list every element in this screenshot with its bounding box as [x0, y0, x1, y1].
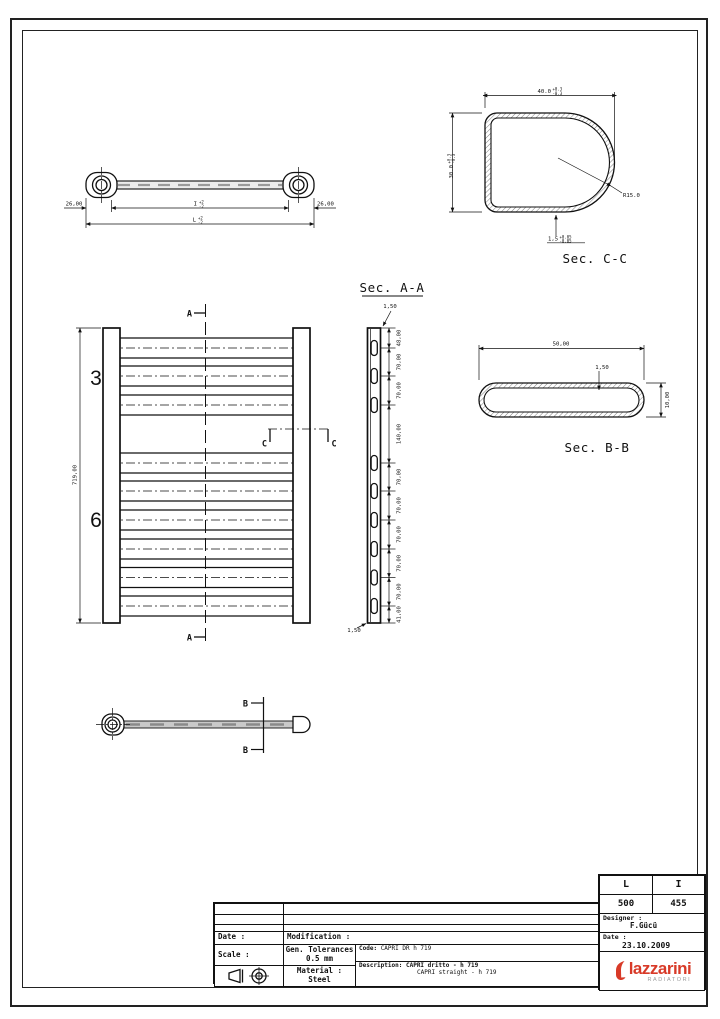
dim-inner-plus: +2 — [199, 199, 204, 205]
material-value: Steel — [308, 975, 331, 984]
description-label: Description: — [359, 962, 403, 969]
projection-symbol-cell — [214, 965, 284, 987]
date-value: 23.10.2009 — [622, 941, 671, 951]
section-a-bottom: A — [186, 633, 192, 644]
bb-height: 10,00 — [665, 391, 671, 409]
date-cell — [599, 932, 705, 952]
modification-cell — [283, 931, 601, 945]
designer-cell — [599, 913, 705, 933]
aa-dim-6: 70,00 — [396, 526, 403, 543]
lazzarini-logo-subtext: RADIATORI — [647, 976, 692, 983]
aa-dim-3: 140,00 — [396, 423, 403, 445]
scale-cell — [214, 944, 284, 966]
front-view — [73, 304, 337, 645]
bb-width: 50,00 — [552, 341, 570, 348]
top-view — [64, 167, 336, 228]
section-b-bottom: B — [242, 746, 248, 756]
tube-end-cap — [293, 717, 310, 733]
code-cell — [355, 944, 601, 962]
first-angle-projection-icon — [227, 967, 271, 985]
tolerances-value: 0.5 mm — [305, 954, 334, 963]
left-collector — [103, 328, 120, 623]
tolerances-label: Gen. Tolerances — [285, 945, 354, 955]
material-label: Material : — [296, 966, 343, 976]
dim-table-header-l — [599, 875, 653, 895]
aa-wall-bottom: 1,50 — [347, 628, 361, 634]
logo-cell — [599, 951, 705, 991]
cc-radius-label: R15.0 — [623, 193, 640, 199]
designer-label: Designer : — [603, 914, 643, 922]
aa-dim-ticks — [381, 328, 396, 623]
sec-bb-title: Sec. B-B — [564, 440, 630, 455]
cc-width-minus: -0.3 — [552, 90, 563, 96]
section-c-left: C — [261, 439, 267, 450]
aa-dim-8: 70,00 — [396, 583, 403, 601]
scale-label: Scale : — [218, 950, 250, 959]
date-header-cell — [214, 931, 284, 945]
section-a-top: A — [186, 309, 192, 320]
dim-inner-label: I — [193, 201, 197, 208]
description-line2: CAPRI straight - h 719 — [417, 968, 497, 976]
section-b-top: B — [242, 699, 248, 710]
cc-wall-plus: +0.05 — [559, 234, 572, 240]
tube-count-top: 3 — [90, 367, 102, 390]
sec-aa-title: Sec. A-A — [359, 280, 425, 295]
cc-width-plus: +0.3 — [552, 86, 563, 92]
date-label: Date : — [603, 933, 627, 941]
cc-wall-minus: -0.05 — [559, 238, 572, 244]
cc-height-minus: -0.3 — [450, 153, 456, 164]
aa-dim-9: 41,00 — [396, 606, 403, 623]
designer-value: F.Gücü — [630, 921, 658, 931]
value-i: 455 — [670, 898, 687, 909]
sec-cc-title: Sec. C-C — [562, 251, 628, 266]
cc-height-plus: +0.3 — [446, 153, 452, 164]
lazzarini-logo-text: lazzarini — [628, 959, 692, 979]
title-block-left — [213, 902, 598, 984]
section-c-right: C — [331, 439, 337, 450]
value-l: 500 — [617, 898, 635, 909]
dim-inner-minus: -2 — [199, 203, 204, 209]
right-collector — [293, 328, 310, 623]
aa-dim-2: 70,00 — [396, 382, 403, 399]
bottom-view — [96, 697, 310, 756]
material-cell — [283, 965, 356, 987]
dim-26-right: 26,00 — [317, 201, 334, 208]
tube-count-bottom: 6 — [90, 509, 102, 532]
sec-bb — [479, 342, 671, 456]
aa-wall-top: 1,50 — [383, 304, 397, 310]
height-dim: 719,00 — [72, 464, 79, 486]
lazzarini-logo-icon — [613, 960, 626, 982]
dim-26-left: 26,00 — [65, 201, 83, 208]
bb-wall: 1,50 — [595, 365, 609, 371]
aa-dim-5: 70,00 — [396, 497, 403, 514]
header-i: I — [675, 879, 682, 891]
description-cell — [355, 961, 601, 987]
dim-overall-plus: +2 — [198, 215, 203, 221]
cc-width-value: 40.0 — [537, 89, 551, 95]
header-l: L — [622, 879, 630, 891]
description-line1: CAPRI dritto - h 719 — [405, 962, 479, 969]
date-header-label: Date : — [218, 932, 246, 941]
dim-table-value-l — [599, 894, 653, 914]
dim-overall-label: L — [192, 217, 196, 224]
dim-table-value-i — [652, 894, 705, 914]
cc-height-value: 30.0 — [449, 165, 455, 179]
aa-dim-4: 70,00 — [396, 468, 403, 486]
tube-edges — [120, 338, 293, 616]
code-value: CAPRI DR h 719 — [380, 945, 432, 952]
code-label: Code: — [359, 945, 378, 952]
aa-dim-7: 70,00 — [396, 554, 403, 572]
sec-cc — [447, 87, 640, 267]
tolerances-cell — [283, 944, 356, 966]
sec-aa — [347, 280, 424, 634]
cc-wall-value: 1,5 — [548, 236, 559, 243]
dim-overall-minus: -2 — [198, 219, 203, 225]
aa-dim-0: 48,00 — [396, 329, 403, 347]
title-block-right — [598, 874, 706, 990]
dim-table-header-i — [652, 875, 705, 895]
aa-dim-1: 70,00 — [396, 353, 403, 371]
modification-label: Modification : — [287, 932, 351, 941]
